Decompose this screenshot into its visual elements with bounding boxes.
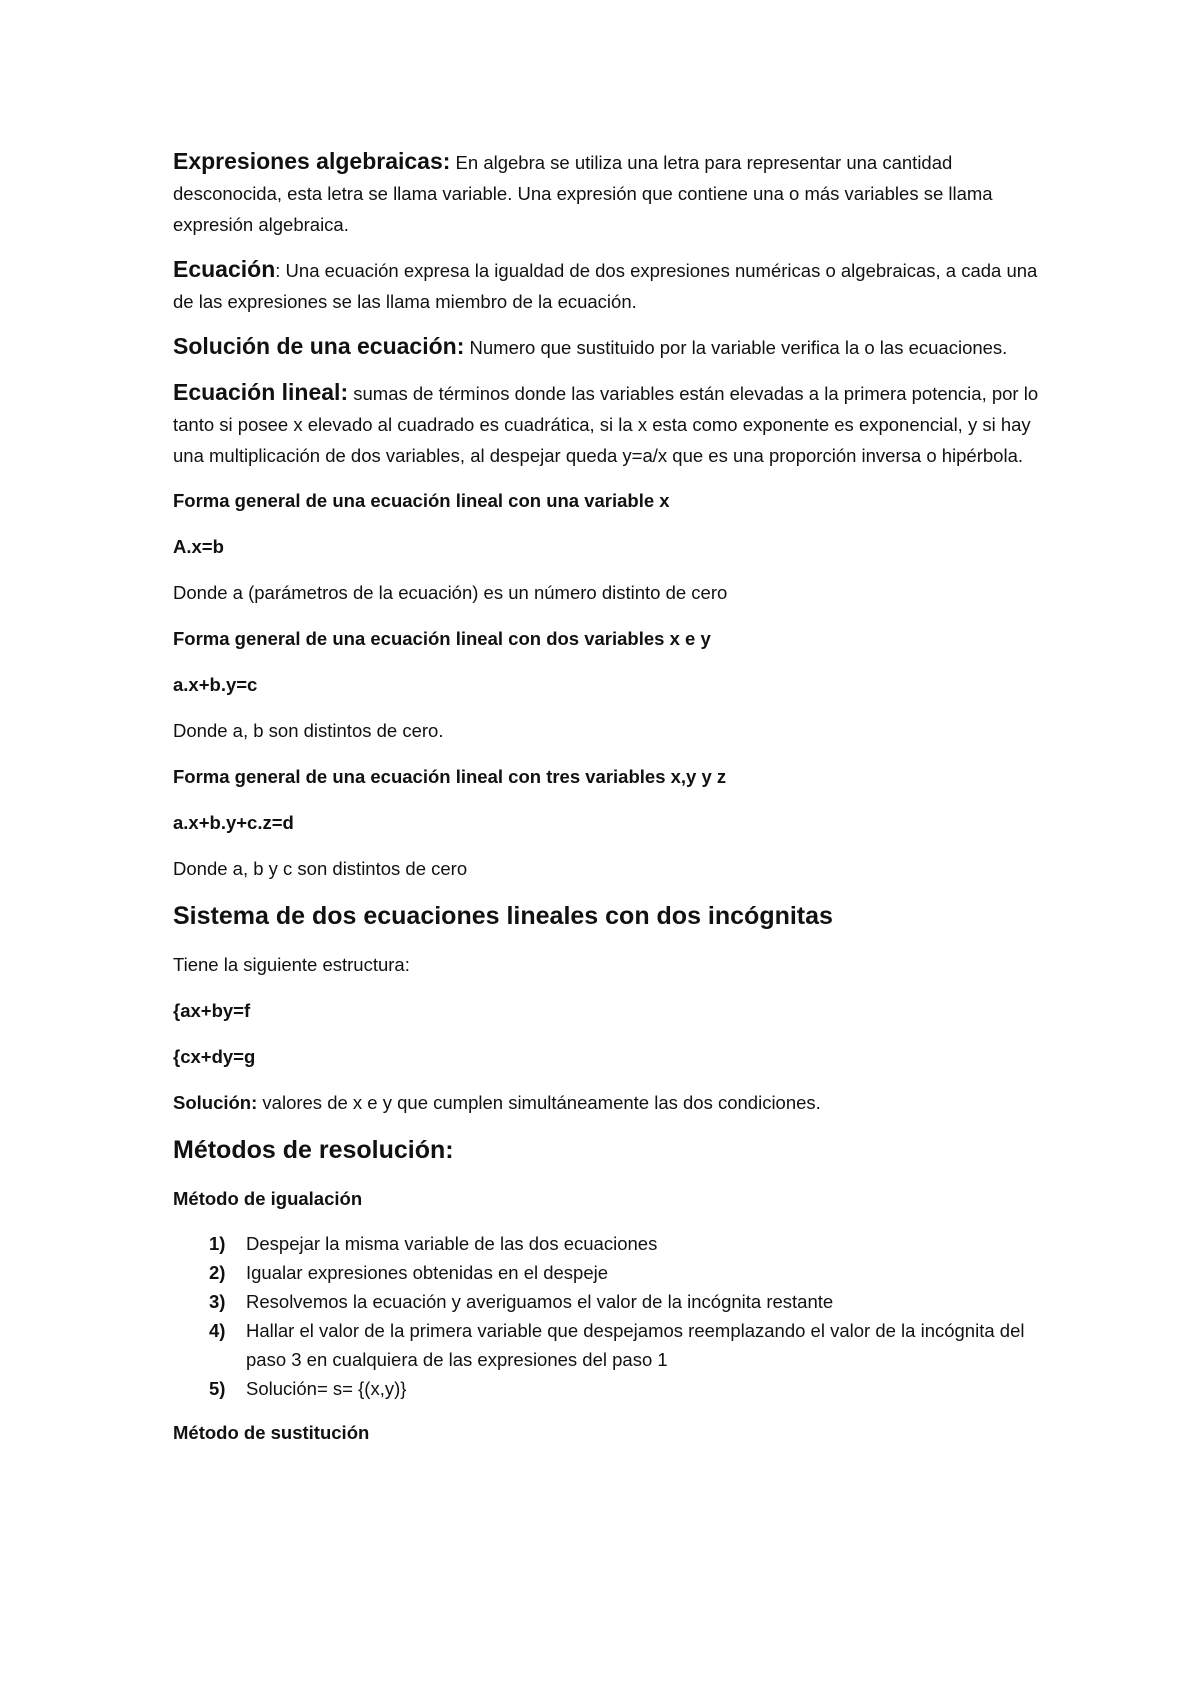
heading-metodos: Métodos de resolución:: [173, 1136, 454, 1164]
formula-two-variables: a.x+b.y=c: [173, 674, 258, 695]
step-number: 1): [209, 1233, 226, 1254]
list-item: [173, 1316, 1050, 1374]
list-item: [173, 1258, 1050, 1287]
step-number: 3): [209, 1291, 226, 1312]
method-title-sustitucion: Método de sustitución: [173, 1422, 370, 1443]
step-number: 2): [209, 1262, 226, 1283]
definition-text: Numero que sustituido por la variable verifica la o las ecuaciones.: [464, 337, 1008, 358]
paragraph-solucion: [173, 331, 1050, 363]
paragraph-expresiones: [173, 146, 1050, 240]
igualacion-steps-list: [173, 1229, 1050, 1403]
step-number: 4): [209, 1320, 226, 1341]
form-title-two-variables: Forma general de una ecuación lineal con dos variables x e y: [173, 628, 711, 649]
solution-label: Solución:: [173, 1092, 258, 1113]
term-ecuacion: Ecuación: [173, 256, 276, 282]
term-solucion-ecuacion: Solución de una ecuación:: [173, 333, 465, 359]
definition-text: : Una ecuación expresa la igualdad de dos expresiones numéricas o algebraicas, a cada una de las expresiones se las llama miembro de la ecuación.: [173, 260, 1038, 312]
list-item: [173, 1229, 1050, 1258]
term-ecuacion-lineal: Ecuación lineal:: [173, 379, 349, 405]
definition-text: sumas de términos donde las variables están elevadas a la primera potencia, por lo tanto si posee x elevado al cuadrado es cuadrática, si la x esta como exponente es exponencial, y si hay una multiplicación de dos variables, al despejar queda y=a/x que es una proporción inversa o hipérbola.: [173, 383, 1039, 466]
step-text: Despejar la misma variable de las dos ecuaciones: [246, 1233, 658, 1254]
formula-one-variable: A.x=b: [173, 536, 224, 557]
sistema-intro: Tiene la siguiente estructura:: [173, 954, 410, 975]
form-title-three-variables: Forma general de una ecuación lineal con tres variables x,y y z: [173, 766, 727, 787]
formula-three-variables: a.x+b.y+c.z=d: [173, 812, 294, 833]
note-two-variables: Donde a, b son distintos de cero.: [173, 720, 444, 741]
step-text: Solución= s= {(x,y)}: [246, 1378, 407, 1399]
paragraph-ecuacion-lineal: [173, 377, 1050, 471]
term-expresiones-algebraicas: Expresiones algebraicas:: [173, 148, 451, 174]
method-title-igualacion: Método de igualación: [173, 1188, 363, 1209]
system-equation-2: {cx+dy=g: [173, 1046, 256, 1067]
step-text: Hallar el valor de la primera variable que despejamos reemplazando el valor de la incógnita del paso 3 en cualquiera de las expresiones del paso 1: [246, 1320, 1025, 1370]
step-text: Igualar expresiones obtenidas en el despeje: [246, 1262, 609, 1283]
note-one-variable: Donde a (parámetros de la ecuación) es un número distinto de cero: [173, 582, 728, 603]
paragraph-ecuacion: [173, 254, 1050, 317]
definition-text: En algebra se utiliza una letra para representar una cantidad desconocida, esta letra se llama variable. Una expresión que contiene una o más variables se llama expresión algebraica.: [173, 152, 993, 235]
heading-sistema: Sistema de dos ecuaciones lineales con dos incógnitas: [173, 902, 833, 930]
solution-text: valores de x e y que cumplen simultáneamente las dos condiciones.: [257, 1092, 821, 1113]
system-equation-1: {ax+by=f: [173, 1000, 251, 1021]
system-solution: [173, 1087, 1050, 1118]
note-three-variables: Donde a, b y c son distintos de cero: [173, 858, 468, 879]
form-title-one-variable: Forma general de una ecuación lineal con una variable x: [173, 490, 670, 511]
list-item: [173, 1287, 1050, 1316]
list-item: [173, 1374, 1050, 1403]
step-text: Resolvemos la ecuación y averiguamos el valor de la incógnita restante: [246, 1291, 834, 1312]
step-number: 5): [209, 1378, 226, 1399]
